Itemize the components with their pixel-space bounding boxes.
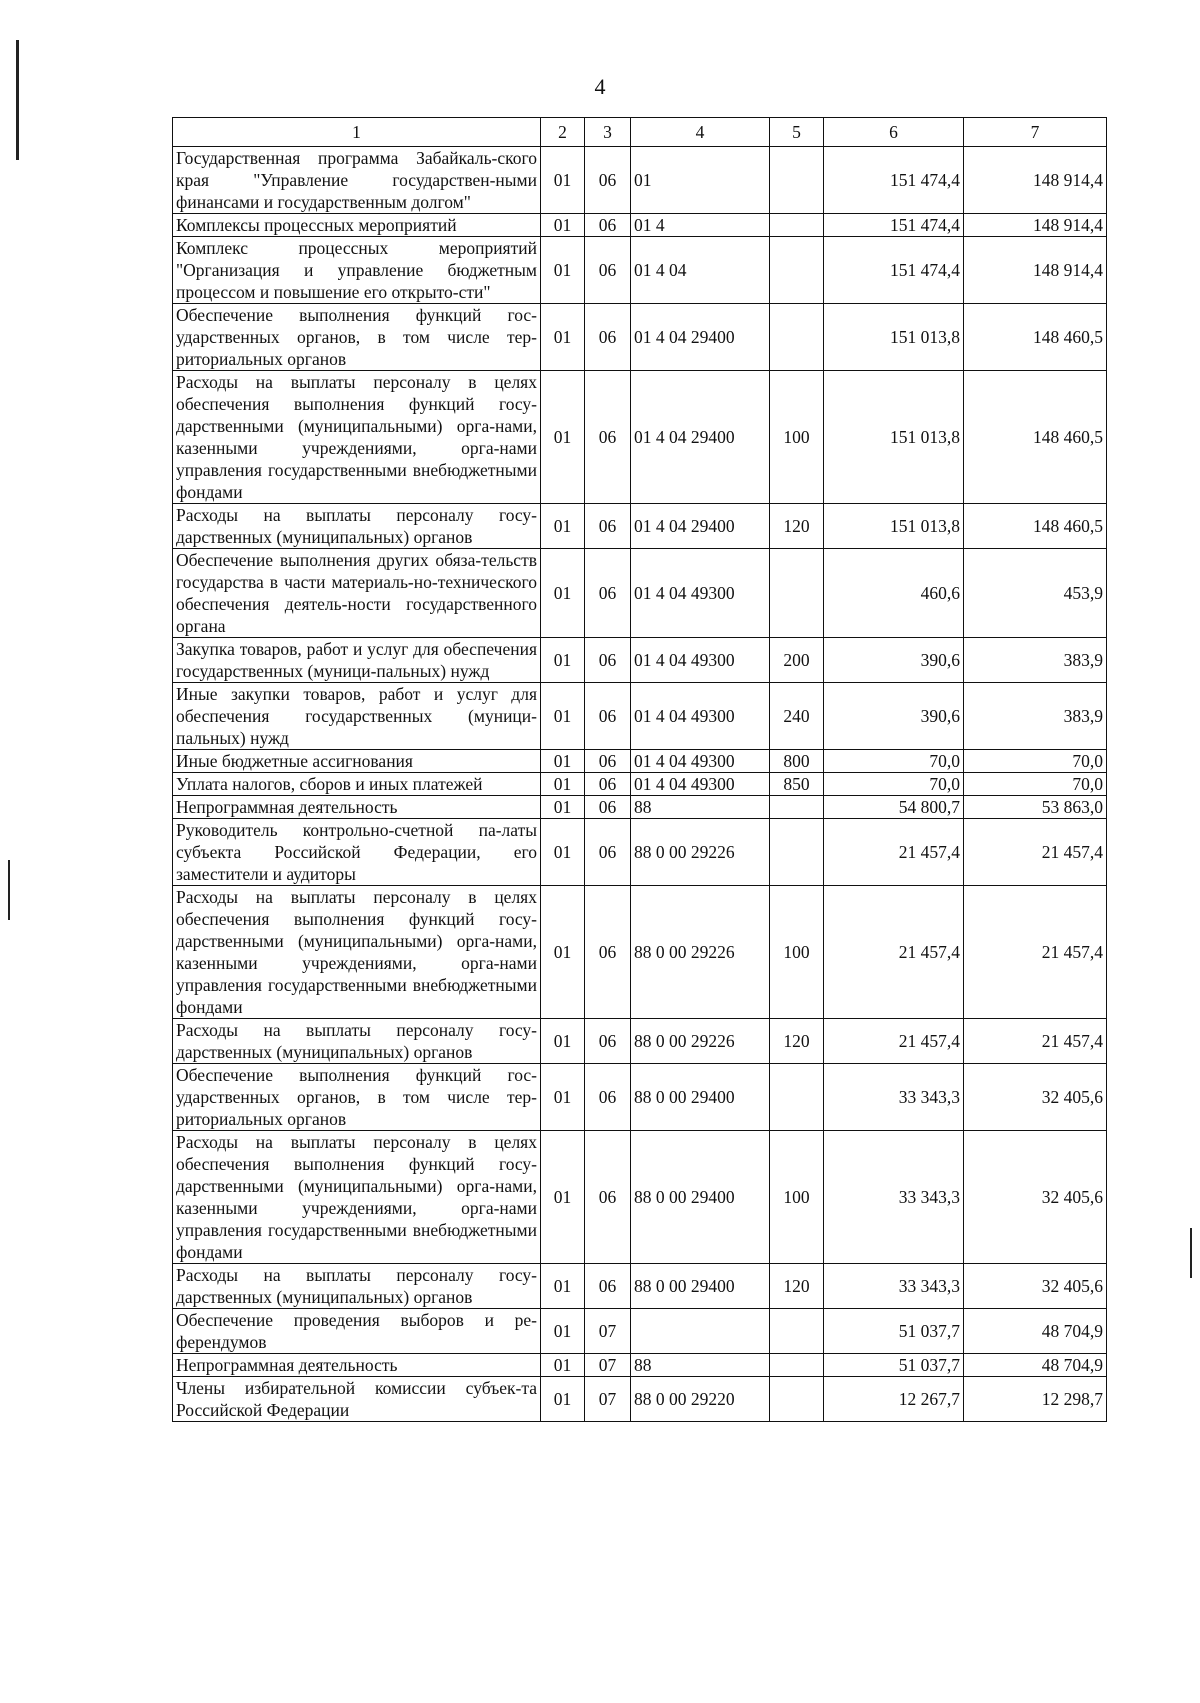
target-article-cell: 01 4 04 29400 (631, 304, 770, 371)
expense-type-cell: 240 (770, 683, 824, 750)
target-article-cell: 01 4 04 49300 (631, 549, 770, 638)
expense-name-cell: Расходы на выплаты персоналу в целях обеспечения выполнения функций госу-дарственными (муниципальными) орга-нами, казенными учреждениями, орга-нами управления государственными внебюджетными фондами (173, 371, 541, 504)
amount-col6-cell: 21 457,4 (824, 886, 964, 1019)
expense-name-cell: Руководитель контрольно-счетной па-латы субъекта Российской Федерации, его заместители и аудиторы (173, 819, 541, 886)
amount-col7-cell: 70,0 (964, 773, 1107, 796)
table-row (173, 886, 1107, 1019)
section-code-cell: 01 (541, 773, 585, 796)
expense-name-cell: Уплата налогов, сборов и иных платежей (173, 773, 541, 796)
expense-name-cell: Расходы на выплаты персоналу госу-дарственных (муниципальных) органов (173, 504, 541, 549)
target-article-cell: 88 0 00 29226 (631, 819, 770, 886)
subsection-code-cell: 06 (585, 638, 631, 683)
target-article-cell: 01 4 04 49300 (631, 683, 770, 750)
expense-name-cell: Государственная программа Забайкаль-ского края "Управление государствен-ными финансами и государственным долгом" (173, 147, 541, 214)
table-row (173, 1309, 1107, 1354)
table-header-row (173, 118, 1107, 147)
amount-col7-cell: 21 457,4 (964, 819, 1107, 886)
table-row (173, 1377, 1107, 1422)
subsection-code-cell: 06 (585, 371, 631, 504)
subsection-code-cell: 06 (585, 147, 631, 214)
section-code-cell: 01 (541, 1019, 585, 1064)
target-article-cell: 01 (631, 147, 770, 214)
section-code-cell: 01 (541, 237, 585, 304)
column-header: 2 (541, 118, 585, 147)
table-row (173, 750, 1107, 773)
expense-type-cell (770, 819, 824, 886)
amount-col7-cell: 453,9 (964, 549, 1107, 638)
expense-type-cell: 850 (770, 773, 824, 796)
section-code-cell: 01 (541, 371, 585, 504)
expense-type-cell (770, 237, 824, 304)
amount-col7-cell: 21 457,4 (964, 886, 1107, 1019)
subsection-code-cell: 06 (585, 549, 631, 638)
section-code-cell: 01 (541, 304, 585, 371)
target-article-cell: 01 4 04 49300 (631, 638, 770, 683)
amount-col6-cell: 151 013,8 (824, 504, 964, 549)
section-code-cell: 01 (541, 1377, 585, 1422)
amount-col6-cell: 151 013,8 (824, 304, 964, 371)
expense-type-cell (770, 796, 824, 819)
section-code-cell: 01 (541, 1131, 585, 1264)
scan-edge-mark (8, 860, 10, 920)
subsection-code-cell: 07 (585, 1309, 631, 1354)
subsection-code-cell: 07 (585, 1377, 631, 1422)
amount-col6-cell: 390,6 (824, 683, 964, 750)
subsection-code-cell: 06 (585, 1019, 631, 1064)
section-code-cell: 01 (541, 683, 585, 750)
table-row (173, 371, 1107, 504)
target-article-cell: 88 0 00 29400 (631, 1264, 770, 1309)
table-row (173, 1131, 1107, 1264)
table-row (173, 549, 1107, 638)
subsection-code-cell: 06 (585, 683, 631, 750)
subsection-code-cell: 06 (585, 504, 631, 549)
expense-type-cell (770, 1064, 824, 1131)
target-article-cell: 88 (631, 1354, 770, 1377)
table-row (173, 147, 1107, 214)
expense-type-cell: 200 (770, 638, 824, 683)
table-row (173, 638, 1107, 683)
amount-col7-cell: 148 914,4 (964, 237, 1107, 304)
amount-col6-cell: 460,6 (824, 549, 964, 638)
table-row (173, 1354, 1107, 1377)
amount-col6-cell: 33 343,3 (824, 1264, 964, 1309)
column-header: 6 (824, 118, 964, 147)
section-code-cell: 01 (541, 1354, 585, 1377)
column-header: 7 (964, 118, 1107, 147)
section-code-cell: 01 (541, 1064, 585, 1131)
expense-name-cell: Члены избирательной комиссии субъек-та Российской Федерации (173, 1377, 541, 1422)
amount-col6-cell: 21 457,4 (824, 1019, 964, 1064)
expense-type-cell (770, 147, 824, 214)
section-code-cell: 01 (541, 886, 585, 1019)
table-row (173, 819, 1107, 886)
table-row (173, 304, 1107, 371)
section-code-cell: 01 (541, 214, 585, 237)
section-code-cell: 01 (541, 750, 585, 773)
amount-col7-cell: 70,0 (964, 750, 1107, 773)
table-row (173, 214, 1107, 237)
section-code-cell: 01 (541, 1264, 585, 1309)
amount-col6-cell: 390,6 (824, 638, 964, 683)
section-code-cell: 01 (541, 796, 585, 819)
target-article-cell: 01 4 04 49300 (631, 773, 770, 796)
amount-col7-cell: 12 298,7 (964, 1377, 1107, 1422)
expense-type-cell: 800 (770, 750, 824, 773)
subsection-code-cell: 06 (585, 214, 631, 237)
amount-col7-cell: 148 460,5 (964, 504, 1107, 549)
subsection-code-cell: 06 (585, 304, 631, 371)
amount-col7-cell: 383,9 (964, 638, 1107, 683)
amount-col7-cell: 148 914,4 (964, 147, 1107, 214)
section-code-cell: 01 (541, 549, 585, 638)
expense-name-cell: Расходы на выплаты персоналу в целях обеспечения выполнения функций госу-дарственными (муниципальными) орга-нами, казенными учреждениями, орга-нами управления государственными внебюджетными фондами (173, 886, 541, 1019)
table-row (173, 504, 1107, 549)
subsection-code-cell: 06 (585, 886, 631, 1019)
table-row (173, 683, 1107, 750)
target-article-cell: 88 0 00 29220 (631, 1377, 770, 1422)
expense-type-cell (770, 1377, 824, 1422)
amount-col6-cell: 51 037,7 (824, 1309, 964, 1354)
section-code-cell: 01 (541, 638, 585, 683)
expense-type-cell (770, 304, 824, 371)
amount-col6-cell: 33 343,3 (824, 1131, 964, 1264)
expense-name-cell: Иные бюджетные ассигнования (173, 750, 541, 773)
target-article-cell: 88 (631, 796, 770, 819)
scan-edge-mark (1190, 1228, 1192, 1278)
subsection-code-cell: 06 (585, 773, 631, 796)
expense-name-cell: Непрограммная деятельность (173, 796, 541, 819)
target-article-cell: 88 0 00 29400 (631, 1064, 770, 1131)
expense-type-cell: 100 (770, 371, 824, 504)
amount-col7-cell: 48 704,9 (964, 1354, 1107, 1377)
amount-col6-cell: 151 013,8 (824, 371, 964, 504)
column-header: 1 (173, 118, 541, 147)
amount-col7-cell: 32 405,6 (964, 1131, 1107, 1264)
subsection-code-cell: 06 (585, 1131, 631, 1264)
page-number: 4 (594, 74, 606, 99)
expense-name-cell: Обеспечение выполнения функций гос-ударственных органов, в том числе тер-риториальных органов (173, 304, 541, 371)
expense-name-cell: Комплекс процессных мероприятий "Организация и управление бюджетным процессом и повышение его открыто-сти" (173, 237, 541, 304)
expense-name-cell: Расходы на выплаты персоналу в целях обеспечения выполнения функций госу-дарственными (муниципальными) орга-нами, казенными учреждениями, орга-нами управления государственными внебюджетными фондами (173, 1131, 541, 1264)
amount-col6-cell: 151 474,4 (824, 237, 964, 304)
amount-col6-cell: 151 474,4 (824, 147, 964, 214)
target-article-cell: 01 4 04 29400 (631, 371, 770, 504)
table-row (173, 1264, 1107, 1309)
expense-type-cell: 120 (770, 1019, 824, 1064)
amount-col6-cell: 33 343,3 (824, 1064, 964, 1131)
amount-col6-cell: 70,0 (824, 750, 964, 773)
amount-col6-cell: 12 267,7 (824, 1377, 964, 1422)
expense-type-cell (770, 1309, 824, 1354)
expense-name-cell: Иные закупки товаров, работ и услуг для обеспечения государственных (муници-пальных) нужд (173, 683, 541, 750)
expense-name-cell: Обеспечение проведения выборов и ре-ферендумов (173, 1309, 541, 1354)
expense-name-cell: Обеспечение выполнения других обяза-тельств государства в части материаль-но-технического обеспечения деятель-ности государственного органа (173, 549, 541, 638)
column-header: 4 (631, 118, 770, 147)
subsection-code-cell: 06 (585, 1264, 631, 1309)
expense-name-cell: Непрограммная деятельность (173, 1354, 541, 1377)
amount-col6-cell: 151 474,4 (824, 214, 964, 237)
section-code-cell: 01 (541, 1309, 585, 1354)
expense-type-cell: 100 (770, 1131, 824, 1264)
table-row (173, 1019, 1107, 1064)
subsection-code-cell: 06 (585, 750, 631, 773)
expense-type-cell (770, 1354, 824, 1377)
expense-name-cell: Комплексы процессных мероприятий (173, 214, 541, 237)
target-article-cell (631, 1309, 770, 1354)
section-code-cell: 01 (541, 504, 585, 549)
subsection-code-cell: 06 (585, 796, 631, 819)
target-article-cell: 88 0 00 29400 (631, 1131, 770, 1264)
amount-col6-cell: 70,0 (824, 773, 964, 796)
target-article-cell: 88 0 00 29226 (631, 886, 770, 1019)
amount-col7-cell: 21 457,4 (964, 1019, 1107, 1064)
expense-name-cell: Закупка товаров, работ и услуг для обеспечения государственных (муници-пальных) нужд (173, 638, 541, 683)
target-article-cell: 88 0 00 29226 (631, 1019, 770, 1064)
amount-col7-cell: 32 405,6 (964, 1064, 1107, 1131)
target-article-cell: 01 4 04 29400 (631, 504, 770, 549)
column-header: 3 (585, 118, 631, 147)
expense-type-cell: 100 (770, 886, 824, 1019)
table-row (173, 237, 1107, 304)
expense-type-cell: 120 (770, 504, 824, 549)
expense-name-cell: Расходы на выплаты персоналу госу-дарственных (муниципальных) органов (173, 1264, 541, 1309)
amount-col6-cell: 21 457,4 (824, 819, 964, 886)
amount-col7-cell: 383,9 (964, 683, 1107, 750)
table-row (173, 1064, 1107, 1131)
subsection-code-cell: 06 (585, 237, 631, 304)
table-row (173, 796, 1107, 819)
section-code-cell: 01 (541, 819, 585, 886)
amount-col7-cell: 148 460,5 (964, 371, 1107, 504)
target-article-cell: 01 4 04 49300 (631, 750, 770, 773)
amount-col7-cell: 148 460,5 (964, 304, 1107, 371)
subsection-code-cell: 07 (585, 1354, 631, 1377)
column-header: 5 (770, 118, 824, 147)
amount-col6-cell: 51 037,7 (824, 1354, 964, 1377)
expense-name-cell: Расходы на выплаты персоналу госу-дарственных (муниципальных) органов (173, 1019, 541, 1064)
subsection-code-cell: 06 (585, 819, 631, 886)
table-row (173, 773, 1107, 796)
amount-col7-cell: 53 863,0 (964, 796, 1107, 819)
expense-name-cell: Обеспечение выполнения функций гос-ударственных органов, в том числе тер-риториальных органов (173, 1064, 541, 1131)
target-article-cell: 01 4 04 (631, 237, 770, 304)
amount-col6-cell: 54 800,7 (824, 796, 964, 819)
expense-type-cell (770, 549, 824, 638)
budget-table (172, 117, 1107, 1422)
expense-type-cell (770, 214, 824, 237)
amount-col7-cell: 32 405,6 (964, 1264, 1107, 1309)
target-article-cell: 01 4 (631, 214, 770, 237)
section-code-cell: 01 (541, 147, 585, 214)
amount-col7-cell: 148 914,4 (964, 214, 1107, 237)
subsection-code-cell: 06 (585, 1064, 631, 1131)
expense-type-cell: 120 (770, 1264, 824, 1309)
amount-col7-cell: 48 704,9 (964, 1309, 1107, 1354)
scan-edge-mark (16, 40, 19, 160)
